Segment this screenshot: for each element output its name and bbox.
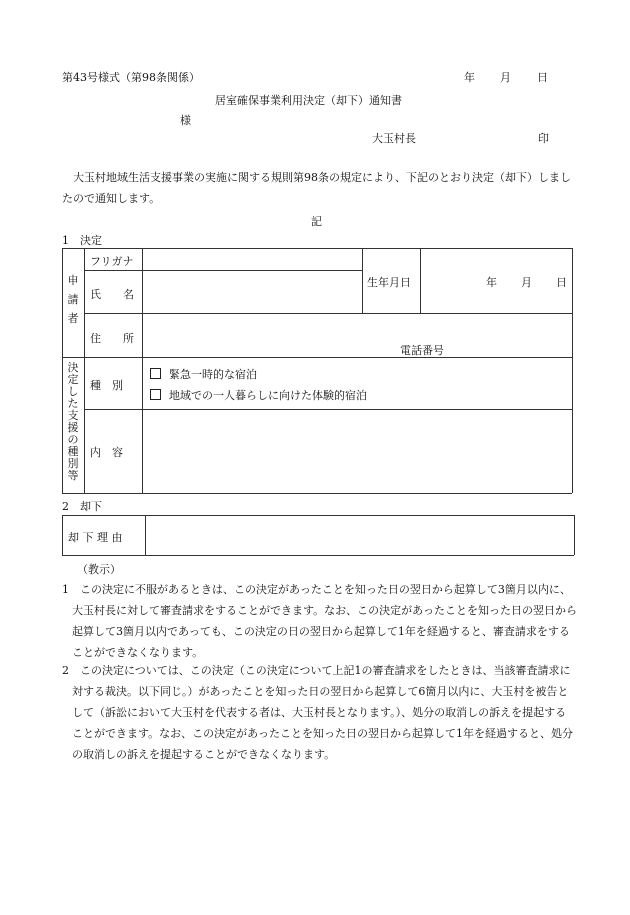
intro-paragraph: 大玉村地域生活支援事業の実施に関する規則第98条の規定により、下記のとおり決定（却下）しましたので通知します。	[62, 171, 571, 205]
birth-month-label: 月	[521, 276, 532, 289]
checkbox[interactable]	[150, 389, 161, 400]
form-number: 第43号様式（第98条関係）	[62, 71, 200, 84]
phone-label: 電話番号	[400, 344, 444, 357]
document-title: 居室確保事業利用決定（却下）通知書	[215, 94, 402, 107]
option-trial-living[interactable]	[150, 387, 367, 403]
rejection-reason-label: 却 下 理 由	[68, 531, 123, 544]
date-day-label: 日	[537, 71, 548, 84]
section1-heading: 1 決定	[62, 234, 102, 247]
date-month-label: 月	[500, 71, 511, 84]
type-label: 種 別	[90, 379, 123, 392]
addressee-suffix: 様	[180, 114, 191, 127]
birth-year-label: 年	[486, 276, 497, 289]
checkbox[interactable]	[150, 368, 161, 379]
support-type-label: 決 定 し た 支 援 の 種 別 等	[67, 361, 79, 482]
name-label: 氏 名	[90, 288, 134, 301]
notice-heading: （教示）	[77, 563, 121, 576]
issuer-name: 大玉村長	[372, 132, 416, 145]
option-emergency[interactable]	[150, 366, 257, 382]
ki-label: 記	[311, 215, 322, 228]
notice-item-1: 1 この決定に不服があるときは、この決定があったことを知った日の翌日から起算して3箇月以内に、大玉村長に対して審査請求をすることができます。なお、この決定があったことを知った日の翌日から起算して3箇月以内であっても、この決定の日の翌日から起算して1年を経過すると、審査請求をすることができなくなります。	[62, 583, 578, 659]
notice-item-2: 2 この決定については、この決定（この決定について上記1の審査請求をしたときは、当該審査請求に対する裁決。以下同じ。）があったことを知った日の翌日から起算して6箇月以内に、大玉村を被告として（訴訟において大玉村を代表する者は、大玉村長となります。）、処分の取消しの訴えを提起することができます。なお、この決定があったことを知った日の翌日から起算して1年を経過すると、処分の取消しの訴えを提起することができなくなります。	[62, 664, 574, 761]
seal-mark: 印	[538, 132, 549, 145]
section2-heading: 2 却下	[62, 500, 102, 513]
option-label: 地域での一人暮らしに向けた体験的宿泊	[169, 389, 367, 402]
address-label: 住 所	[90, 332, 134, 345]
date-year-label: 年	[464, 71, 475, 84]
birth-day-label: 日	[556, 276, 567, 289]
furigana-label: フリガナ	[90, 255, 134, 268]
content-label: 内 容	[90, 446, 123, 459]
option-label: 緊急一時的な宿泊	[169, 368, 257, 381]
applicant-label: 申 請 者	[67, 274, 79, 325]
birth-date-label: 生年月日	[367, 276, 411, 289]
